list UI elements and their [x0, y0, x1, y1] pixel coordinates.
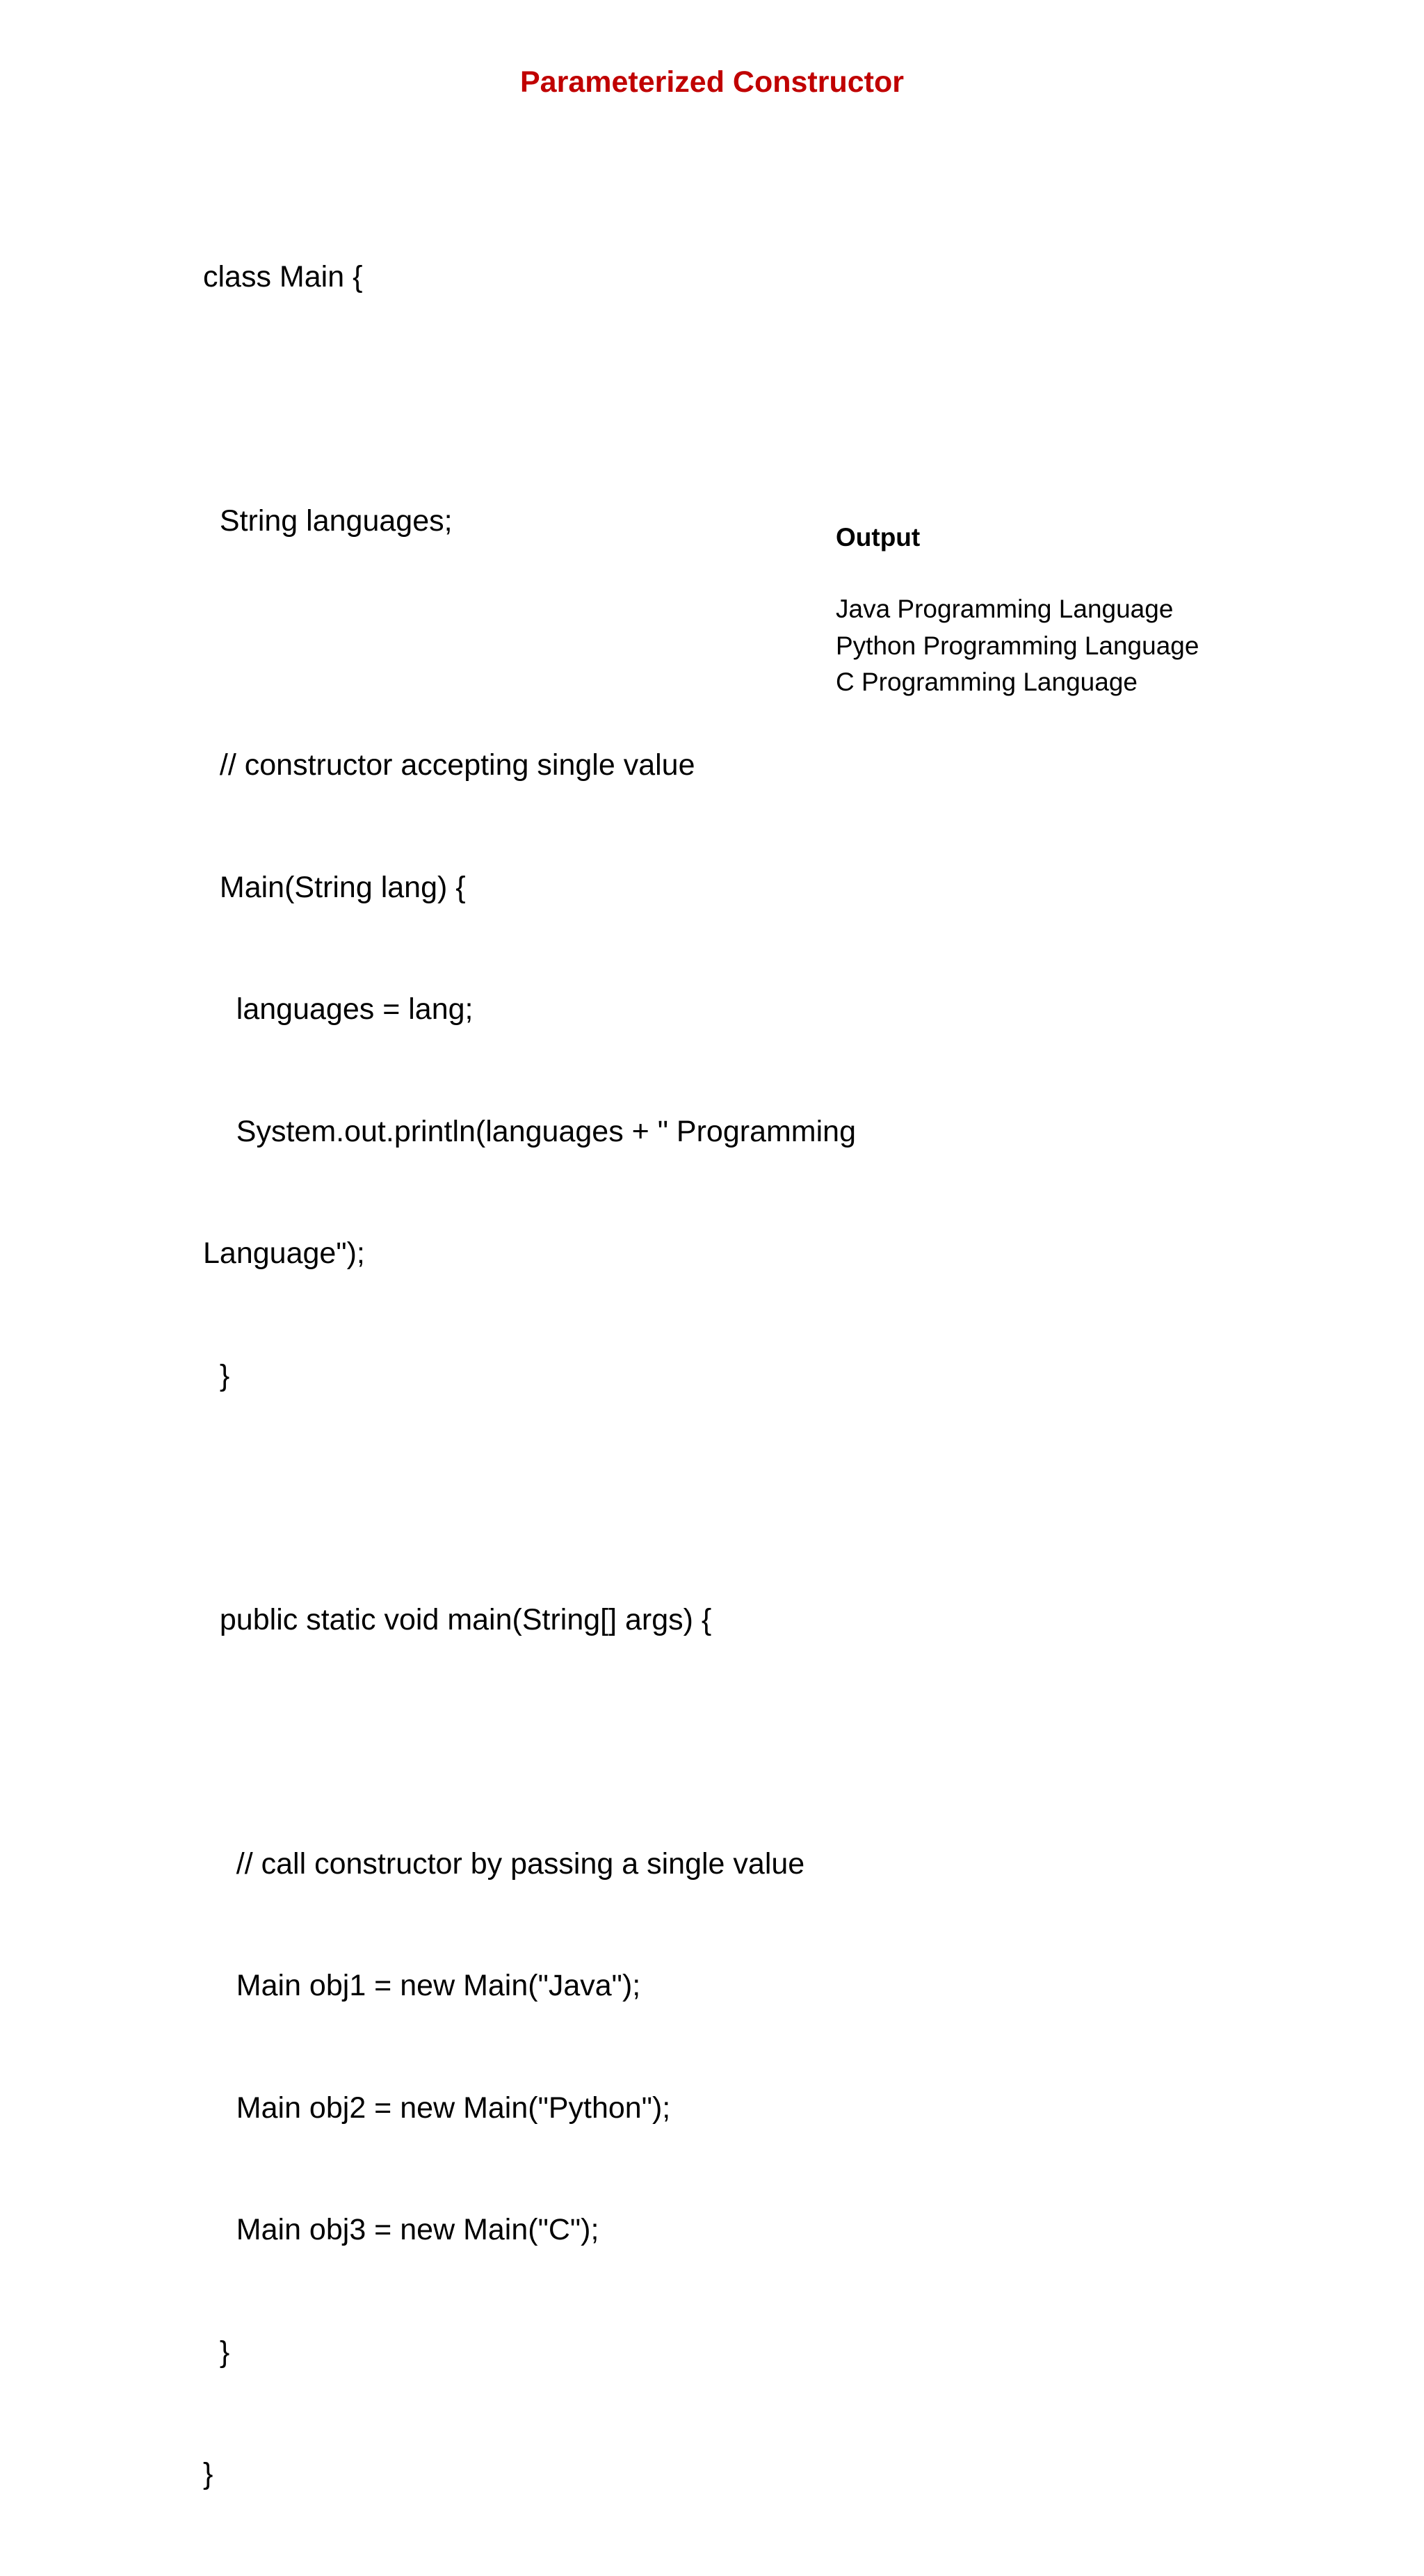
- code-line: String languages;: [203, 504, 453, 538]
- slide-title: Parameterized Constructor: [520, 65, 904, 99]
- output-list: [836, 591, 1364, 701]
- code-line: public static void main(String[] args) {: [203, 1602, 712, 1636]
- code-line: Main obj3 = new Main("C");: [203, 2213, 599, 2246]
- code-block: [203, 175, 898, 2576]
- code-line: [203, 379, 898, 420]
- code-line: [203, 1721, 898, 1762]
- code-line: languages = lang;: [203, 992, 474, 1026]
- code-line: }: [203, 1358, 230, 1392]
- code-line: }: [203, 2335, 230, 2369]
- code-line: Language");: [203, 1237, 365, 1270]
- output-heading: Output: [836, 523, 921, 552]
- output-line: Java Programming Language: [836, 595, 1174, 623]
- code-line: }: [203, 2457, 213, 2490]
- code-line: Main obj2 = new Main("Python");: [203, 2091, 671, 2125]
- code-line: class Main {: [203, 260, 363, 293]
- code-line: [203, 1477, 898, 1518]
- output-line: C Programming Language: [836, 668, 1138, 696]
- output-line: Python Programming Language: [836, 631, 1199, 660]
- code-line: Main(String lang) {: [203, 870, 466, 904]
- code-line: [203, 623, 898, 664]
- code-line: // constructor accepting single value: [203, 748, 695, 782]
- code-line: Main obj1 = new Main("Java");: [203, 1969, 641, 2002]
- code-line: System.out.println(languages + " Programming: [203, 1114, 857, 1148]
- output-panel: [836, 520, 1364, 701]
- code-line: // call constructor by passing a single value: [203, 1846, 805, 1881]
